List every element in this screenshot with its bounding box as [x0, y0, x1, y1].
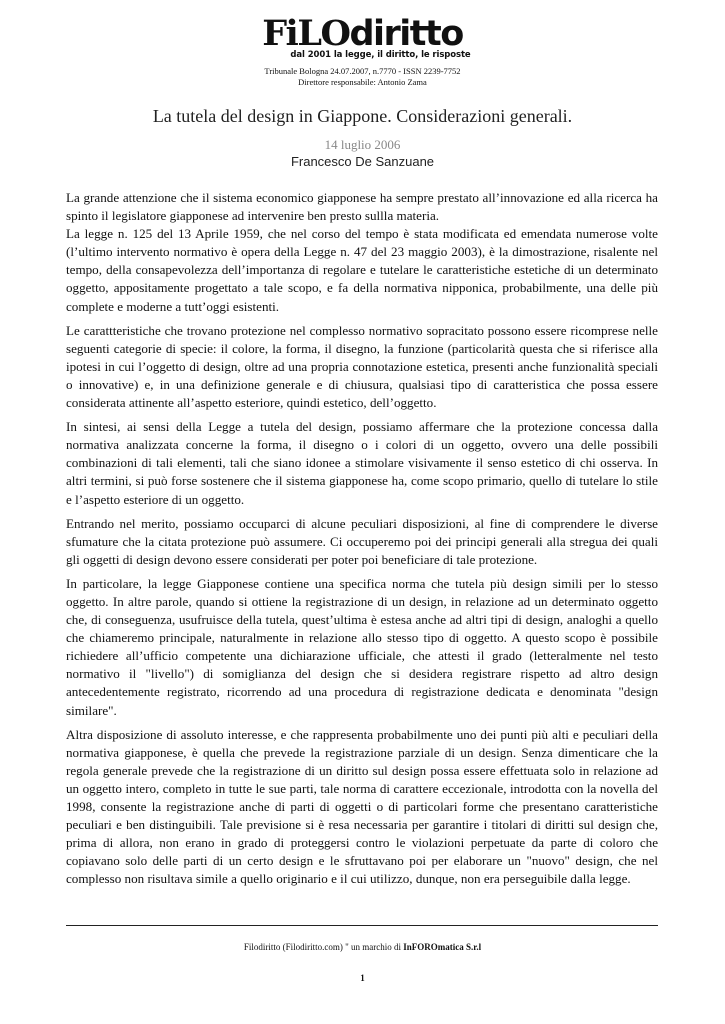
masthead: [0, 13, 725, 88]
article-author: Francesco De Sanzuane: [290, 154, 435, 169]
article-date: 14 luglio 2006: [324, 137, 401, 152]
paragraph-6: Altra disposizione di assoluto interesse, e che rappresenta probabilmente uno dei punti più alti e peculiari della normativa giapponese, è quella che prevede la registrazione parziale di un design. Senza dimenticare che la regola generale prevede che la registrazione di un diritto sul design possa essere effettuata solo in relazione ad un oggetto intero, completo in tutte le sue parti, tale norma di carattere eccezionale, introdotta con la novella del 1998, consente la registrazione anche di parti di oggetti o di particolari forme che presentano caratteristiche peculiari e ben distinguibili. Tale previsione si è resa necessaria per garantire i titolari di diritti sul design che, prima di allora, non erano in grado di proteggersi contro le violazioni perpetuate da parte di coloro che copiavano solo delle parti di un certo design e le sfruttavano poi per elaborare un "nuovo" design, che nel complesso non risultava simile a quello originario e il cui utilizzo, dunque, non era perseguibile dalla legge.: [66, 726, 658, 887]
footer-text: Filodiritto (Filodiritto.com) " un marchio di: [243, 942, 404, 952]
article-title: La tutela del design in Giappone. Considerazioni generali.: [152, 106, 573, 126]
paragraph-3: In sintesi, ai sensi della Legge a tutela del design, possiamo affermare che la protezione concessa dalla normativa analizzata concerne la forma, il disegno o i colori di un oggetto, ovvero una delle possibili combinazioni di tali elementi, tali che siano idonee a stimolare visivamente il senso estetico di chi osserva. In altri termini, si può forse sostenere che il sistema giapponese ha, come scopo primario, quello di tutelare lo stile e l’aspetto esteriore di un oggetto.: [66, 419, 658, 507]
director-line: Direttore responsabile: Antonio Zama: [298, 77, 427, 87]
footer: [0, 942, 725, 952]
paragraph-5: In particolare, la legge Giapponese contiene una specifica norma che tutela più design simili per lo stesso oggetto. In altre parole, quando si ottiene la registrazione di un design, in relazione ad un determinato oggetto che, di conseguenza, usufruisce della tutela, quest’ultima è estesa anche ad altri tipi di design, analoghi a quello che chiameremo principale, naturalmente in relazione allo stesso tipo di oggetto. A questo scopo è possibile richiedere all’ufficio competente una dichiarazione ufficiale, che attesti il grado (letteralmente nel testo normativo il "livello") di somiglianza del design che si desidera registrare rispetto ad altro design antecedentemente registrato, ricorrendo ad una procedura di registrazione dedicata e denominata "design similare".: [66, 575, 658, 718]
logo-slogan: dal 2001 la legge, il diritto, le risposte: [290, 50, 471, 60]
registration-line: Tribunale Bologna 24.07.2007, n.7770 - ISSN 2239-7752: [264, 66, 461, 76]
logo-filo-text: FiLO: [262, 13, 350, 54]
footer-divider: [66, 925, 658, 926]
logo-diritto-text: diritto: [349, 14, 463, 54]
footer-company: InFOROmatica S.r.l: [403, 942, 482, 952]
paragraph-1: La grande attenzione che il sistema economico giapponese ha sempre prestato all’innovazione ed alla ricerca ha spinto il legislatore giapponese ad intervenire ben presto sullla materia. La legge n. 125 del 13 Aprile 1959, che nel corso del tempo è stata modificata ed emendata numerose volte (l’ultimo intervento normativo è opera della Legge n. 47 del 23 maggio 2003), è la dimostrazione, risalente nel tempo, della consapevolezza dell’importanza di regolare e tutelare le caratteristiche estetiche di un determinato oggetto, appositamente progettato a tale scopo, e fa della normativa nipponica, probabilmente, una delle più complete e moderne a tutt’oggi esistenti.: [66, 190, 658, 314]
paragraph-4: Entrando nel merito, possiamo occuparci di alcune peculiari disposizioni, al fine di comprendere le diverse sfumature che la citata protezione può assumere. Ci occuperemo poi dei principi generali alla stregua dei quali gli oggetti di design devono essere considerati per poter poi beneficiare di tale protezione.: [66, 515, 658, 567]
page-number: 1: [360, 973, 365, 983]
filodiritto-logo[interactable]: [262, 13, 463, 54]
paragraph-2: Le carattteristiche che trovano protezione nel complesso normativo sopracitato possono essere ricomprese nelle seguenti categorie di specie: il colore, la forma, il disegno, la funzione (particolarità questa che si riferisce alla ipotesi in cui l’oggetto di design, oltre ad una propria connotazione estetica, presenti anche funzionalità speciali o innovative) e, in una definizione generale e di chiusura, qualsiasi tipo di caratteristica che possa essere considerata attinente all’aspetto esteriore, quindi estetico, dell’oggetto.: [66, 322, 658, 411]
article-body: [66, 189, 658, 894]
registration-info: [0, 66, 725, 88]
